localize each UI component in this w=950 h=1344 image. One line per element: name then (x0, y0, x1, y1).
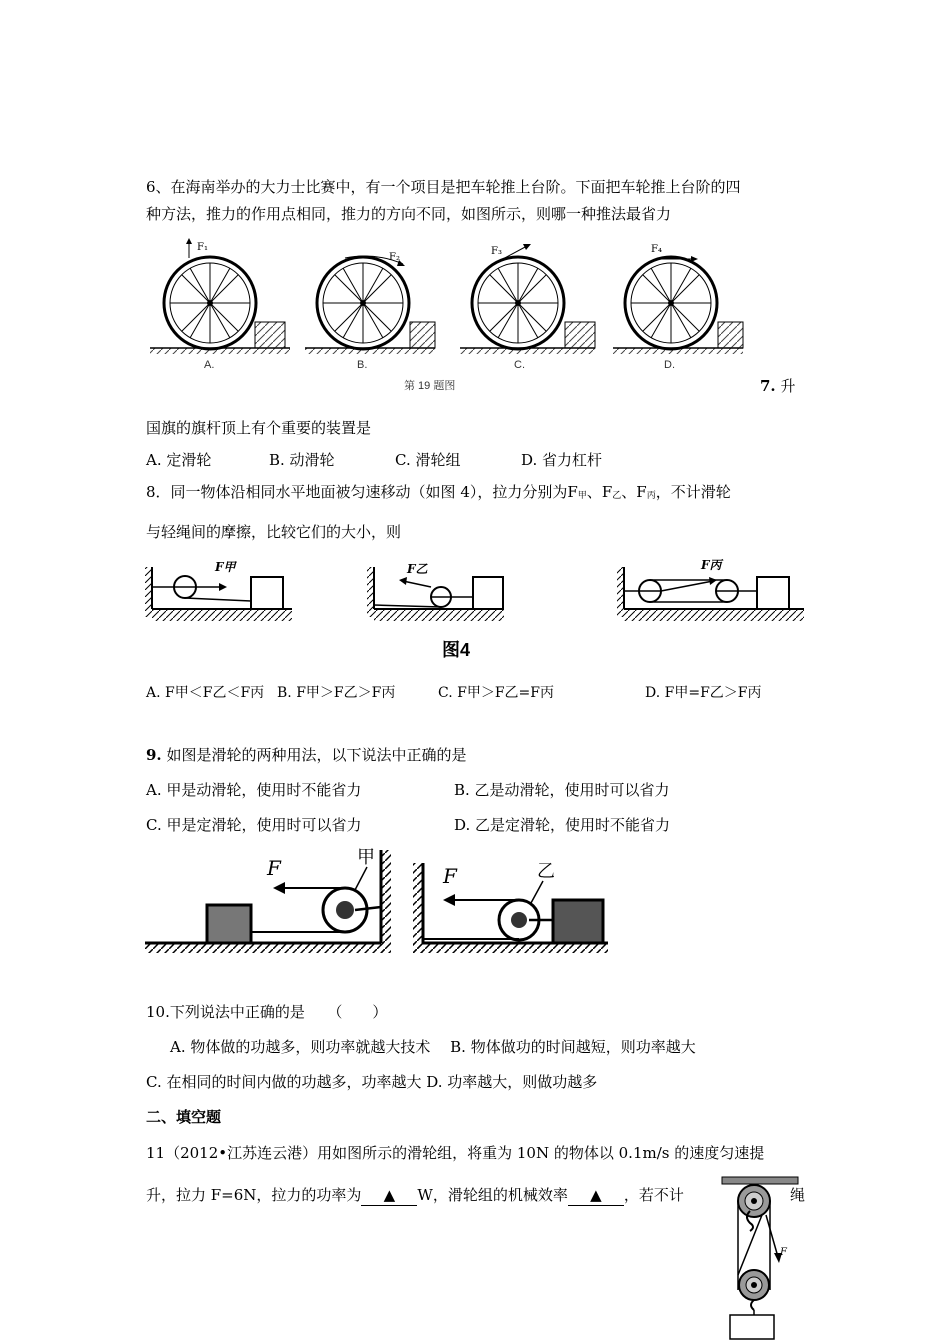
q11-fig-label-f: F (780, 1247, 787, 1258)
q8-figure-caption: 图4 (442, 640, 471, 660)
q9-number: 9. (146, 746, 162, 764)
q6-figure-caption: 第 19 题图 (404, 380, 456, 392)
q9-option-d: D. 乙是定滑轮，使用时不能省力 (454, 816, 671, 834)
q11-line2: 升，拉力 F=6N，拉力的功率为 ▲ W，滑轮组的机械效率 ▲ ，若不计 (146, 1186, 684, 1204)
answer-blank-power[interactable]: ▲ (361, 1185, 417, 1206)
q6-option-c: C. (514, 359, 525, 371)
q9-fig-label-yi: 乙 (537, 861, 555, 882)
q7-option-c: C. 滑轮组 (395, 451, 461, 469)
force-label-f2: F₂ (389, 252, 400, 263)
q9-option-c: C. 甲是定滑轮，使用时可以省力 (146, 816, 362, 834)
pulley-setup-jia (145, 560, 292, 621)
q6-option-b: B. (357, 359, 368, 371)
q10-line-a: A. 物体做的功越多，则功率就越大技术 B. 物体做功的时间越短，则功率越大 (170, 1038, 696, 1056)
pulley-setup-bing (617, 558, 804, 621)
wheel-b (305, 252, 435, 354)
q7-option-b: B. 动滑轮 (269, 451, 335, 469)
q8-option-b: B. F甲＞F乙＞F丙 (277, 685, 396, 701)
pulley-block-figure (720, 1175, 800, 1340)
q10-line-c: C. 在相同的时间内做的功越多，功率越大 D. 功率越大，则做功越多 (146, 1073, 598, 1091)
force-label-f3: F₃ (491, 246, 502, 257)
pulley-yi (413, 861, 608, 953)
q9-stem: 如图是滑轮的两种用法，以下说法中正确的是 (166, 746, 467, 764)
fig4-label-jia: F甲 (215, 560, 236, 574)
q7-line2: 国旗的旗杆顶上有个重要的装置是 (146, 419, 372, 437)
pulley-figure-4 (145, 555, 810, 635)
force-label-f4: F₄ (651, 244, 662, 255)
wheel-a (150, 238, 290, 354)
pulley-jia (145, 847, 391, 953)
force-label-f1: F₁ (197, 242, 208, 253)
q9-fig-label-jia: 甲 (357, 847, 375, 868)
fig4-label-yi: F乙 (407, 562, 428, 576)
q7-option-d: D. 省力杠杆 (521, 451, 603, 469)
answer-blank-efficiency[interactable]: ▲ (568, 1185, 624, 1206)
q6-option-d: D. (664, 359, 675, 371)
q6-line1: 6、在海南举办的大力士比赛中，有一个项目是把车轮推上台阶。下面把车轮推上台阶的四 (146, 178, 741, 196)
q10-stem: 10.下列说法中正确的是 （ ） (146, 1003, 388, 1021)
q6-line2: 种方法，推力的作用点相同，推力的方向不同，如图所示，则哪一种推法最省力 (146, 205, 672, 223)
q7-option-a: A. 定滑轮 (146, 451, 212, 469)
wheel-d (613, 244, 743, 354)
q8-option-c: C. F甲＞F乙=F丙 (438, 685, 554, 701)
q8-line1: 8．同一物体沿相同水平地面被匀速移动（如图 4），拉力分别为F甲、F乙、F丙，不计滑轮 (146, 483, 731, 501)
wheel-figure (145, 238, 765, 398)
section-heading: 二、填空题 (146, 1108, 222, 1126)
q8-option-d: D. F甲=F乙＞F丙 (645, 685, 762, 701)
q9-fig-label-f1: F (267, 856, 281, 880)
q7-number: 7. (760, 377, 776, 395)
q6-option-a: A. (204, 359, 215, 371)
wheel-c (460, 244, 595, 354)
q8-line2: 与轻绳间的摩擦，比较它们的大小，则 (146, 523, 402, 541)
q11-line2-end: 绳 (790, 1186, 806, 1204)
q7-tail: 升 (780, 377, 796, 395)
fig4-label-bing: F丙 (701, 558, 722, 572)
pulley-figure-jia-yi (145, 845, 615, 960)
q8-option-a: A. F甲＜F乙＜F丙 (146, 685, 265, 701)
q11-line1: 11（2012•江苏连云港）用如图所示的滑轮组，将重为 10N 的物体以 0.1m/s 的速度匀速提 (146, 1144, 765, 1162)
q9-option-b: B. 乙是动滑轮，使用时可以省力 (454, 781, 670, 799)
q7-heading (760, 376, 795, 396)
pulley-setup-yi (367, 562, 504, 621)
q9-stem-line (146, 745, 466, 765)
q9-option-a: A. 甲是动滑轮，使用时不能省力 (146, 781, 362, 799)
q9-fig-label-f2: F (443, 864, 457, 888)
